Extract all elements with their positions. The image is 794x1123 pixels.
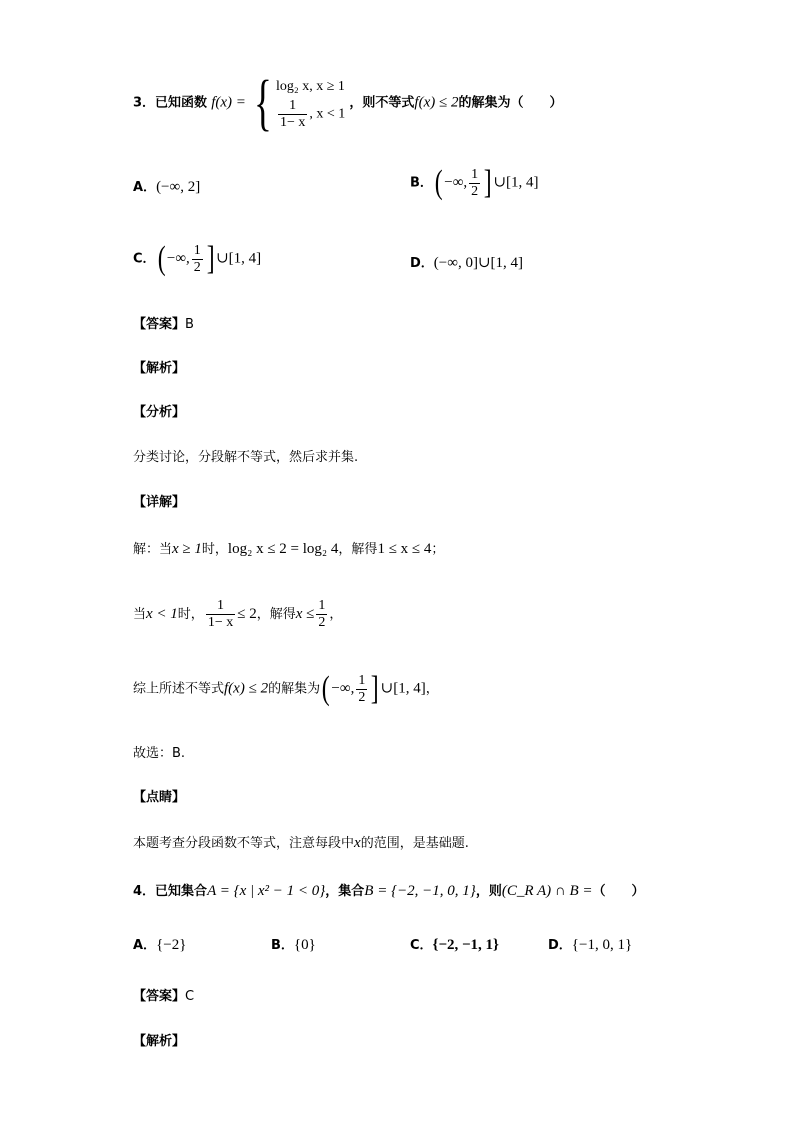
line2-b: 时， [177, 607, 204, 622]
q3-option-c[interactable]: C．( −∞, $\frac{1}{2}$ ] ∪[1, 4] [133, 240, 262, 277]
q4-text-a: 已知集合 [155, 884, 208, 899]
q3-option-a[interactable] [133, 180, 200, 195]
q4-number: 4． [133, 884, 156, 899]
q4-option-b[interactable] [271, 938, 316, 953]
option-b-num: 1 [471, 166, 479, 182]
dianjing-a: 本题考查分段函数不等式，注意每段中 [133, 836, 355, 851]
option-c-suffix: ∪[1, 4] [216, 250, 262, 267]
q4-answer-value: C [185, 989, 195, 1004]
q3-piece2-den: 1− x [279, 114, 306, 130]
q4-b-label: B． [271, 938, 294, 953]
q3-brace: { [253, 69, 272, 137]
q3-text-mid: ，则不等式 [349, 95, 415, 111]
q4-b-value: {0} [293, 937, 316, 953]
q4-option-d[interactable] [548, 938, 632, 953]
q3-piece1: log₂ x, x ≥ 1 [275, 78, 345, 94]
line2-d: ， [329, 607, 343, 622]
option-c-den: 2 [193, 259, 201, 275]
line2-cond: x < 1 [146, 606, 178, 622]
dianjing-x: x [354, 835, 361, 851]
q3-number: 3． [133, 95, 156, 111]
line3-ineq: f(x) ≤ 2 [224, 680, 269, 697]
option-c-prefix: −∞, [166, 250, 190, 267]
line1-cond: x ≥ 1 [172, 541, 202, 557]
q3-stem [133, 69, 563, 137]
option-c-num: 1 [193, 242, 201, 258]
line2-c: ，解得 [256, 607, 296, 622]
q3-fenxi-label: 【分析】 [133, 405, 186, 420]
line1-b: 时， [201, 542, 228, 557]
q4-answer-label: 【答案】 [133, 989, 186, 1004]
q3-solution-line2 [133, 598, 342, 631]
q4-text-c: ，则 [475, 884, 502, 899]
q3-func-lhs: f(x) = [211, 94, 246, 111]
q3-solution-line3: 综上所述不等式f(x) ≤ 2的解集为( −∞, $\frac{1}{2}$ ] ∪[1, 4]， [133, 670, 439, 707]
option-b-suffix: ∪[1, 4] [493, 174, 539, 191]
q3-option-b[interactable]: B．( −∞, $\frac{1}{2}$ ] ∪[1, 4] [410, 164, 539, 201]
q3-guxuan: 故选：B. [133, 746, 186, 761]
line2-x: x ≤ [295, 606, 315, 622]
q3-text-after: 的解集为（ ） [458, 95, 563, 111]
q4-text-d: （ ） [592, 884, 645, 899]
line1-res: 1 ≤ x ≤ 4 [377, 541, 432, 557]
option-a-value: (−∞, 2] [156, 179, 201, 195]
line3-prefix: −∞, [331, 680, 355, 697]
line2-a: 当 [133, 607, 147, 622]
line3-suffix: ∪[1, 4] [380, 680, 426, 697]
q3-pieces [276, 76, 345, 131]
q3-fenxi-text: 分类讨论，分段解不等式，然后求并集. [133, 450, 359, 465]
q4-option-a[interactable] [133, 938, 186, 953]
option-c-label: C． [133, 251, 156, 267]
q4-c-value: {−2, −1, 1} [432, 937, 499, 953]
q4-set-b: B = {−2, −1, 0, 1} [364, 883, 476, 899]
q3-analysis-label: 【解析】 [133, 361, 186, 376]
line3-num: 1 [358, 672, 366, 688]
option-d-value: (−∞, 0]∪[1, 4] [433, 255, 523, 271]
q3-text-before: 已知函数 [155, 95, 208, 111]
option-d-label: D． [410, 256, 434, 271]
line1-d: ； [431, 542, 445, 557]
q4-analysis-label: 【解析】 [133, 1034, 186, 1049]
q3-ineq: f(x) ≤ 2 [414, 94, 459, 111]
q3-answer [133, 318, 194, 331]
q4-d-value: {−1, 0, 1} [571, 937, 633, 953]
line3-den: 2 [358, 689, 366, 705]
answer-value: B [185, 317, 194, 332]
line3-a: 综上所述不等式 [133, 681, 225, 697]
line2-num: 1 [217, 598, 225, 613]
q4-a-label: A． [133, 938, 157, 953]
q3-dianjing-label: 【点睛】 [133, 790, 186, 805]
q4-text-b: ，集合 [325, 884, 365, 899]
q4-set-a: A = {x | x² − 1 < 0} [207, 883, 326, 899]
line1-a: 解：当 [133, 542, 173, 557]
q4-a-value: {−2} [156, 937, 187, 953]
q4-answer [133, 990, 194, 1003]
line1-eq: log₂ x ≤ 2 = log₂ 4 [227, 541, 339, 557]
line2-le: ≤ 2 [237, 606, 257, 622]
q4-expr: (C_R A) ∩ B = [501, 883, 593, 899]
dianjing-b: 的范围，是基础题. [360, 836, 469, 851]
q3-solution-line1 [133, 542, 444, 557]
q3-piece2-num: 1 [289, 97, 297, 113]
q3-dianjing-text [133, 836, 469, 851]
line2-rnum: 1 [318, 598, 326, 613]
q3-xiangjie-label: 【详解】 [133, 495, 186, 510]
option-a-label: A． [133, 180, 157, 195]
line3-c: ， [425, 681, 439, 697]
option-b-label: B． [410, 175, 433, 191]
line2-rden: 2 [318, 615, 326, 630]
q4-stem [133, 884, 645, 899]
q3-piece2 [276, 98, 345, 131]
option-b-prefix: −∞, [444, 174, 468, 191]
q4-c-label: C． [410, 938, 433, 953]
answer-label: 【答案】 [133, 317, 186, 332]
q3-option-d[interactable] [410, 256, 523, 271]
q4-option-c[interactable] [410, 938, 499, 953]
line1-c: ，解得 [338, 542, 378, 557]
line3-b: 的解集为 [268, 681, 321, 697]
q4-d-label: D． [548, 938, 572, 953]
line2-den: 1− x [207, 615, 234, 630]
option-b-den: 2 [471, 183, 479, 199]
q3-piece2-cond: , x < 1 [309, 106, 346, 122]
